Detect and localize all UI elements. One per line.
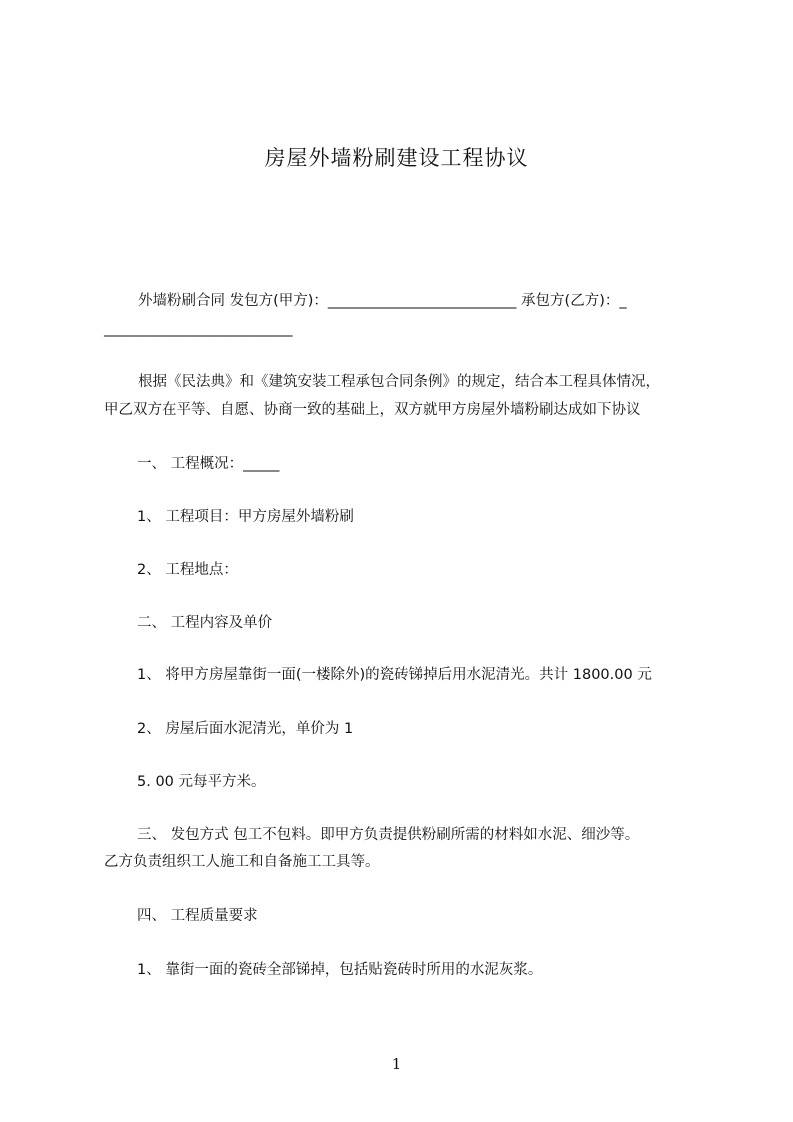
party-line: 外墙粉刷合同 发包方(甲方)：__________________________ 承包方(乙方)：_ <box>138 293 627 309</box>
section-2-item-2: 2、 房屋后面水泥清光，单价为 1 <box>137 721 354 737</box>
section-1-heading: 一、 工程概况：_____ <box>137 456 280 472</box>
section-2-heading: 二、 工程内容及单价 <box>137 615 273 631</box>
document-title: 房屋外墙粉刷建设工程协议 <box>264 146 529 170</box>
preamble-line-2: 甲乙双方在平等、自愿、协商一致的基础上，双方就甲方房屋外墙粉刷达成如下协议 <box>104 402 641 418</box>
section-4-heading: 四、 工程质量要求 <box>137 908 258 924</box>
party-line-continued: __________________________ <box>104 321 293 337</box>
section-2-item-1: 1、 将甲方房屋靠街一面(一楼除外)的瓷砖锑掉后用水泥清光。共计 1800.00 元 <box>137 667 652 683</box>
page-number: 1 <box>391 1055 402 1073</box>
section-2-item-2-continued: 5. 00 元每平方米。 <box>137 774 266 790</box>
section-1-item-1: 1、 工程项目：甲方房屋外墙粉刷 <box>137 509 354 525</box>
section-3-line-1: 三、 发包方式 包工不包料。即甲方负责提供粉刷所需的材料如水泥、细沙等。 <box>137 827 640 843</box>
section-3-line-2: 乙方负责组织工人施工和自备施工工具等。 <box>104 854 380 870</box>
section-4-item-1: 1、 靠街一面的瓷砖全部锑掉，包括贴瓷砖时所用的水泥灰浆。 <box>137 962 543 978</box>
preamble-line-1: 根据《民法典》和《建筑安装工程承包合同条例》的规定，结合本工程具体情况， <box>138 374 660 390</box>
section-1-item-2: 2、 工程地点： <box>137 562 238 578</box>
